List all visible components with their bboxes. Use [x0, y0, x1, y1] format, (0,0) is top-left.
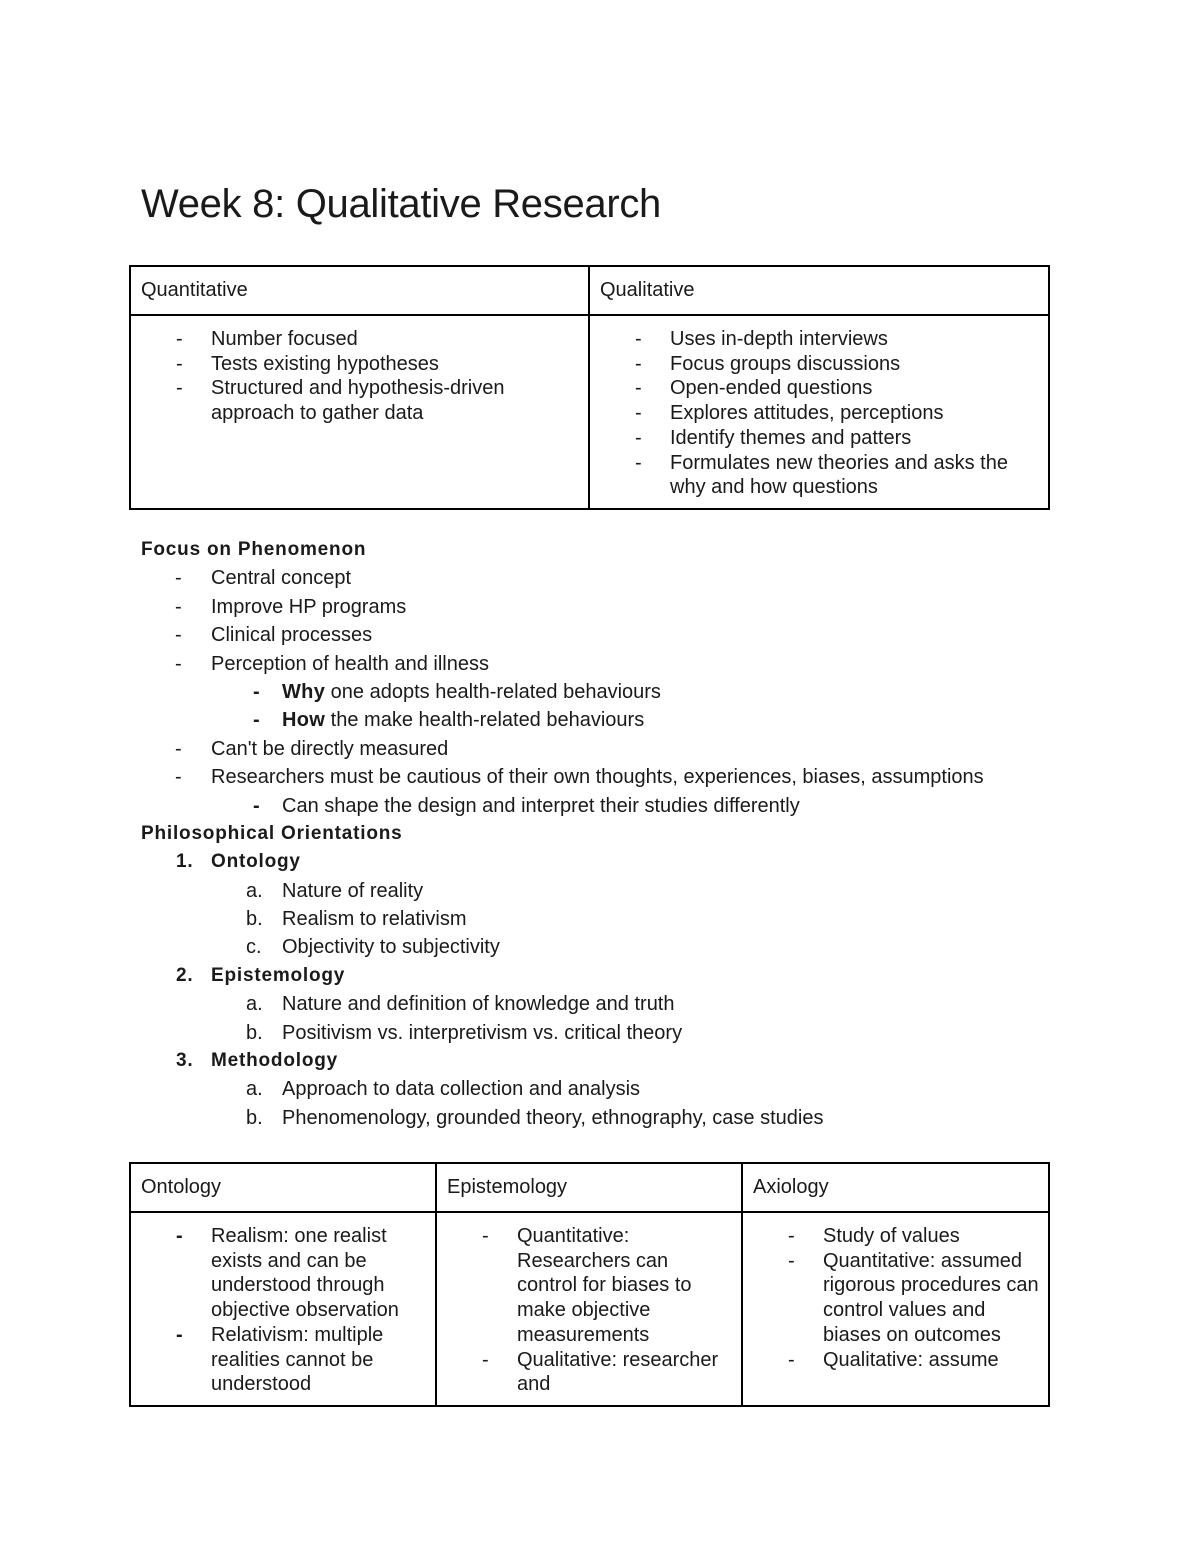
axiology-table-item: - Quantitative: assumed rigorous procedures can control values and biases on outcomes	[753, 1249, 1040, 1348]
methodology-heading: 3. Methodology	[176, 1050, 339, 1072]
notes-section	[141, 536, 1101, 1132]
quantitative-item: - Tests existing hypotheses	[141, 352, 580, 377]
epistemology-column-header: Epistemology	[436, 1163, 742, 1212]
qualitative-item: - Explores attitudes, perceptions	[600, 401, 1040, 426]
quantitative-header: Quantitative	[130, 266, 589, 315]
axiology-table-item: - Study of values	[753, 1224, 1040, 1249]
quantitative-item: - Number focused	[141, 327, 580, 352]
focus-item: - Central concept	[175, 567, 352, 590]
ontology-item: c. Objectivity to subjectivity	[246, 936, 500, 959]
focus-item: - Perception of health and illness	[175, 652, 489, 675]
axiology-table-item: - Qualitative: assume	[753, 1348, 1040, 1373]
philosophy-table	[129, 1162, 1050, 1407]
epistemology-item: b. Positivism vs. interpretivism vs. critical theory	[246, 1021, 683, 1044]
qualitative-item: - Uses in-depth interviews	[600, 327, 1040, 352]
axiology-cell	[742, 1212, 1049, 1406]
epistemology-table-item: - Quantitative: Researchers can control for biases to make objective measurements	[447, 1224, 733, 1348]
quantitative-cell	[130, 315, 589, 509]
quantitative-item: - Structured and hypothesis-driven approach to gather data	[141, 376, 580, 425]
focus-subitem: - Why one adopts health-related behaviours	[253, 680, 661, 703]
ontology-item: b. Realism to relativism	[246, 908, 467, 931]
focus-item: - Clinical processes	[175, 624, 373, 647]
focus-item: - Researchers must be cautious of their own thoughts, experiences, biases, assumptions	[175, 766, 984, 789]
epistemology-table-item: - Qualitative: researcher and	[447, 1348, 733, 1397]
quant-qual-table	[129, 265, 1050, 510]
epistemology-item: a. Nature and definition of knowledge and truth	[246, 993, 675, 1016]
focus-item: - Can't be directly measured	[175, 737, 449, 760]
focus-subitem: - How the make health-related behaviours	[253, 709, 645, 732]
methodology-item: b. Phenomenology, grounded theory, ethnography, case studies	[246, 1106, 824, 1129]
ontology-item: a. Nature of reality	[246, 879, 424, 902]
epistemology-cell	[436, 1212, 742, 1406]
ontology-table-item: - Relativism: multiple realities cannot be understood	[141, 1323, 427, 1397]
ontology-cell	[130, 1212, 436, 1406]
axiology-column-header: Axiology	[742, 1163, 1049, 1212]
ontology-column-header: Ontology	[130, 1163, 436, 1212]
qualitative-item: - Open-ended questions	[600, 376, 1040, 401]
ontology-table-item: - Realism: one realist exists and can be understood through objective observation	[141, 1224, 427, 1323]
focus-heading: Focus on Phenomenon	[141, 539, 367, 560]
focus-subitem: - Can shape the design and interpret their studies differently	[253, 794, 800, 817]
epistemology-heading: 2. Epistemology	[176, 964, 346, 986]
qualitative-cell	[589, 315, 1049, 509]
qualitative-item: - Identify themes and patters	[600, 426, 1040, 451]
qualitative-header: Qualitative	[589, 266, 1049, 315]
philosophy-heading: Philosophical Orientations	[141, 822, 403, 844]
focus-item: - Improve HP programs	[175, 595, 407, 618]
qualitative-item: - Formulates new theories and asks the why and how questions	[600, 451, 1040, 500]
methodology-item: a. Approach to data collection and analysis	[246, 1078, 641, 1101]
page-title: Week 8: Qualitative Research	[141, 182, 661, 226]
qualitative-item: - Focus groups discussions	[600, 352, 1040, 377]
ontology-heading: 1. Ontology	[176, 851, 301, 873]
